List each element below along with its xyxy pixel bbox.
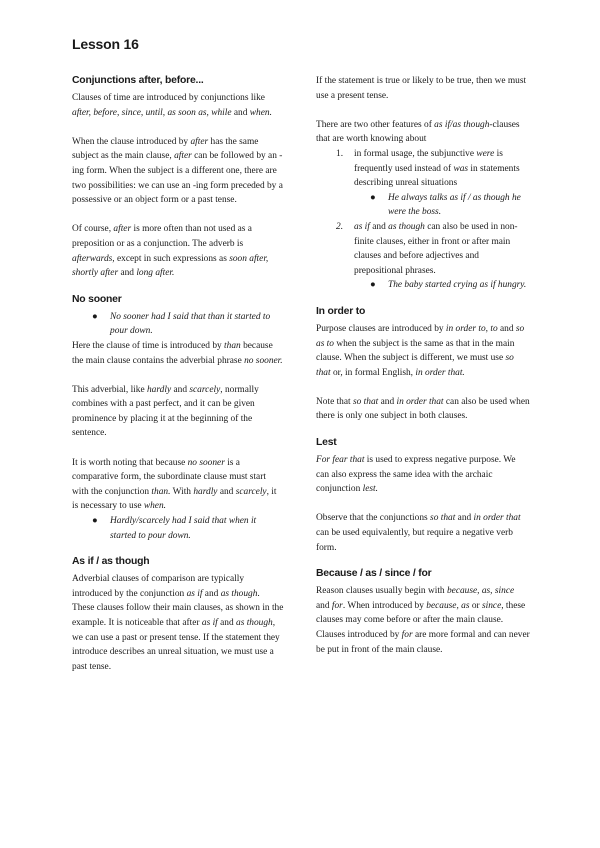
- example-list: [354, 278, 530, 293]
- page-title: Lesson 16: [72, 36, 139, 52]
- paragraph-time-clauses: Clauses of time are introduced by conjunctions like after, before, since, until, as soon as, while and when.: [72, 93, 272, 118]
- paragraph-reason-clauses: Reason clauses usually begin with because, as, since and for. When introduced by because, as or since, these clauses may come before or after the main clause. Clauses introduced by for are more formal and can never be put in front of the main clause.: [316, 586, 530, 655]
- paragraph-than: Here the clause of time is introduced by than because the main clause contains the adverbial phrase no sooner.: [72, 340, 283, 366]
- section-heading-conjunctions: Conjunctions after, before...: [72, 75, 204, 86]
- paragraph-comparison-clauses: Adverbial clauses of comparison are typically introduced by the conjunction as if and as though. These clauses follow their main clauses, as shown in the example. It is noticeable that after as if and as though, we can use a past or present tense. If the statement they introduce describes an unreal situation, we must use a past tense.: [72, 574, 284, 672]
- paragraph-present-tense: If the statement is true or likely to be true, then we must use a present tense.: [316, 76, 527, 101]
- feature-item-1: 1. in formal usage, the subjunctive were is frequently used instead of was in statements describing unreal situations ● He always talks as if / as though he were the boss.: [316, 147, 530, 220]
- paragraph-purpose-clauses: Purpose clauses are introduced by in order to, to and so as to when the subject is the same as that in the main clause. When the subject is different, we must use so that or, in formal English, in order that.: [316, 323, 525, 378]
- example-item: ● The baby started crying as if hungry.: [354, 278, 530, 293]
- bullet-icon: ●: [370, 192, 376, 203]
- section-heading-in-order-to: In order to: [316, 305, 366, 317]
- paragraph-after-subject: When the clause introduced by after has the same subject as the main clause, after can be followed by an -ing form. When the subject is a different one, there are two possibilities: we can use an -ing form preceded by a possessive or an object form or a past tense.: [72, 136, 283, 206]
- example-item: ● Hardly/scarcely had I said that when it started to pour down.: [92, 516, 257, 541]
- section-heading-as-if: As if / as though: [72, 556, 150, 568]
- example-list: [354, 191, 530, 220]
- section-heading-because: Because / as / since / for: [316, 568, 432, 580]
- paragraph-negative-verb: Observe that the conjunctions so that and in order that can be used equivalently, but require a negative verb form.: [316, 513, 521, 553]
- section-heading-lest: Lest: [316, 437, 337, 449]
- bullet-icon: ●: [92, 516, 98, 527]
- example-item: ● He always talks as if / as though he were the boss.: [370, 192, 521, 218]
- paragraph-so-that: Note that so that and in order that can also be used when there is only one subject in both clauses.: [316, 396, 530, 422]
- bullet-icon: ●: [92, 311, 98, 322]
- paragraph-comparative: It is worth noting that because no sooner is a comparative form, the subordinate clause must start with the conjunction than. With hardly and scarcely, it is necessary to use when.: [72, 457, 277, 512]
- bullet-icon: ●: [370, 280, 376, 291]
- right-column: [316, 74, 530, 657]
- paragraph-features-intro: There are two other features of as if/as though-clauses that are worth knowing about: [316, 119, 520, 145]
- feature-item-2: 2. as if and as though can also be used in non-finite clauses, either in front or after main clauses and before adjectives and prepositional phrases. ● The baby started crying as if hungry.: [316, 220, 530, 293]
- paragraph-adverbial: This adverbial, like hardly and scarcely, normally combines with a past perfect, and it can be given prominence by placing it at the beginning of the sentence.: [72, 384, 259, 439]
- paragraph-after-preposition: Of course, after is more often than not used as a preposition or as a conjunction. The adverb is afterwards, except in such expressions as soon after, shortly after and long after.: [72, 224, 269, 279]
- example-list-hardly: [72, 514, 284, 543]
- left-column: [72, 74, 284, 674]
- paragraph-for-fear-that: For fear that is used to express negative purpose. We can also express the same idea with the archaic conjunction lest.: [316, 455, 516, 495]
- example-list-no-sooner: [72, 310, 284, 339]
- features-list: [316, 147, 530, 293]
- section-heading-no-sooner: No sooner: [72, 293, 122, 305]
- example-item: ● No sooner had I said that than it started to pour down.: [92, 311, 271, 337]
